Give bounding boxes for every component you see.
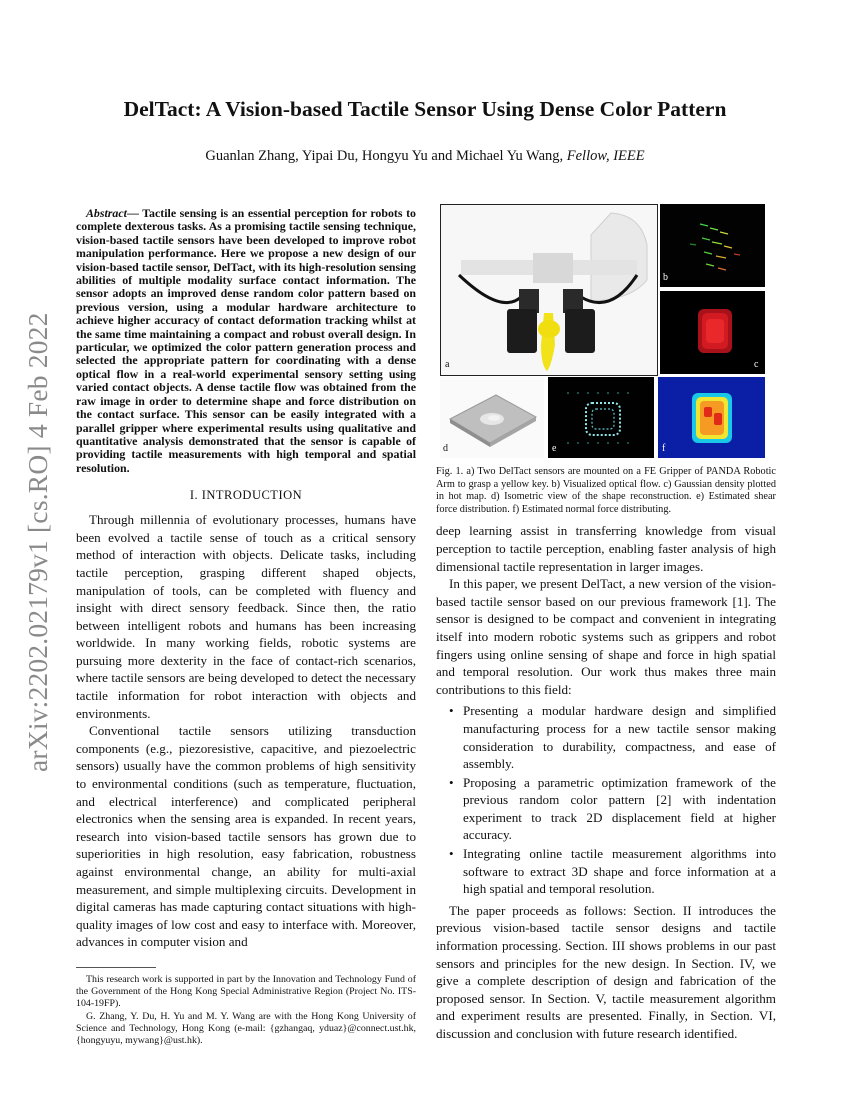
figure-caption: Fig. 1. a) Two DelTact sensors are mounted on a FE Gripper of PANDA Robotic Arm to grasp a yellow key. b) Visualized optical flow. c) Gaussian density plotted in hot map. d) Isometric view of the shape reconstruction. e) Estimated shear force distribution. f) Estimated normal force distributing.	[436, 466, 776, 515]
intro-paragraph: deep learning assist in transferring knowledge from visual perception to tactile perception, enabling faster analysis of high dimensional tactile representation in larger images.	[436, 523, 776, 574]
arxiv-stamp: arXiv:2202.02179v1 [cs.RO] 4 Feb 2022	[22, 312, 53, 772]
intro-paragraph: Through millennia of evolutionary processes, humans have been evolved a tactile sense of touch as a critical sensory method of interaction with objects. Delicate tasks, including tactile perception, grasping different shaped objects, manipulation of tools, can be completed with fluency and insight with direct sensory feedback. Since then, the ratio between intelligent robots and humans has been increasing worldwide. In many working fields, robotic systems are pursuing more dexterity in the face of contact-rich scenarios, where tactile sensors are being developed to detect the necessary tactile information for robot interaction with objects and environments.	[76, 512, 416, 721]
gripper-photo-image	[441, 205, 657, 375]
section-heading-introduction: I. INTRODUCTION	[189, 488, 303, 503]
contribution-item: • Integrating online tactile measurement algorithms into software to extract 3D shape and force information at a high spatial and temporal resolution.	[463, 845, 776, 898]
optical-flow-image	[660, 204, 765, 287]
abstract-label: Abstract	[86, 206, 127, 220]
panel-label-f: f	[662, 443, 666, 454]
abstract-text: — Tactile sensing is an essential perception for robots to complete dexterous tasks. As a promising tactile sensing technique, vision-based tactile sensors have been developed to improve robot manipulation performance. Here we propose a new design of our vision-based tactile sensor, DelTact, with its high-resolution sensing abilities of multiple modality surface contact information. The sensor adopts an improved dense random color pattern based on previous version, using a modular hardware architecture to achieve higher accuracy of contact deformation tracking whilst at the same time maintaining a compact and robust overall design. In particular, we optimized the color pattern generation process and selected the appropriate pattern for coordinating with a dense optical flow in a real-world experimental sensory setting using varied contact objects. A dense tactile flow was obtained from the raw image in order to determine shape and force distribution on the contact surface. This sensor can be easily integrated with a parallel gripper where experimental results using qualitative and quantitative analysis demonstrated that the sensor is capable of providing tactile measurements with high temporal and spatial resolution.	[76, 206, 416, 475]
figure-panel-e	[548, 377, 654, 458]
figure-panel-a	[440, 204, 658, 376]
contribution-item: • Proposing a parametric optimization framework of the previous random color pattern [2] with indentation experiment to track 2D displacement field at higher accuracy.	[463, 774, 776, 844]
shear-force-image	[548, 377, 654, 458]
author-names: Guanlan Zhang, Yipai Du, Hongyu Yu and Michael Yu Wang,	[205, 148, 564, 164]
right-column	[436, 204, 776, 1043]
figure-1	[438, 204, 768, 458]
intro-paragraph: Conventional tactile sensors utilizing transduction components (e.g., piezoresistive, capacitive, and piezoelectric sensors) usually have the common problems of high sensitivity to environmental conditions (such as temperature, fluctuation, and electrical interference) and complicated peripheral electronics when the sensing area is expanded. In recent years, research into vision-based tactile sensors has grown due to superiorities in high resolution, easy fabrication, robustness against environmental change, an ability for multi-axial measurement, and simple multiplexing circuits. Development in digital cameras has made capturing contact situations with high-quality images of low cost and easy to interface with. Moreover, advances in computer vision and	[76, 723, 416, 950]
gaussian-density-image	[660, 291, 765, 374]
author-line	[0, 148, 850, 165]
shape-reconstruction-image	[440, 377, 544, 458]
left-column	[76, 207, 416, 1047]
panel-label-b: b	[663, 272, 668, 283]
figure-panel-d	[440, 377, 544, 458]
contribution-list	[436, 702, 776, 898]
figure-panel-b	[660, 204, 765, 287]
panel-label-a: a	[445, 359, 450, 370]
intro-paragraph: The paper proceeds as follows: Section. II introduces the previous vision-based tactile sensor designs and tactile information processing. Section. III shows problems in our past sensors and principles for the new design. In Section. IV, we give a complete description of design and fabrication of the proposed sensor. In Section. V, tactile measurement algorithm and experiment results are presented. Finally, in Section. VI, discussion and conclusion with future research identified.	[436, 902, 776, 1041]
figure-panel-c	[660, 291, 765, 374]
normal-force-image	[658, 377, 765, 458]
panel-label-d: d	[443, 443, 448, 454]
paper-title: DelTact: A Vision-based Tactile Sensor Using Dense Color Pattern	[123, 97, 727, 121]
panel-label-e: e	[552, 443, 557, 454]
footnote-affiliation: G. Zhang, Y. Du, H. Yu and M. Y. Wang are with the Hong Kong University of Science and Technology, Hong Kong (e-mail: {gzhangaq, yduaz}@connect.ust.hk, {hongyuyu, mywang}@ust.hk).	[76, 1010, 416, 1046]
footnote-divider	[76, 967, 156, 968]
author-fellow: Fellow, IEEE	[566, 148, 645, 164]
footnote-funding: This research work is supported in part by the Innovation and Technology Fund of the Government of the Hong Kong Special Administrative Region (Project No. ITS-104-19FP).	[76, 973, 416, 1010]
panel-label-c: c	[754, 359, 759, 370]
figure-panel-f	[658, 377, 765, 458]
intro-paragraph: In this paper, we present DelTact, a new version of the vision-based tactile sensor based on our previous framework [1]. The sensor is designed to be compact and convenient in integrating itself into modern robotic systems such as grippers and robot fingers using online sensing of shape and force in high spatial and temporal resolution. Our work thus makes three main contributions to this field:	[436, 576, 776, 697]
contribution-item: • Presenting a modular hardware design and simplified manufacturing process for a new tactile sensor making consideration to durability, compactness, and ease of assembly.	[463, 702, 776, 772]
abstract	[76, 207, 416, 475]
